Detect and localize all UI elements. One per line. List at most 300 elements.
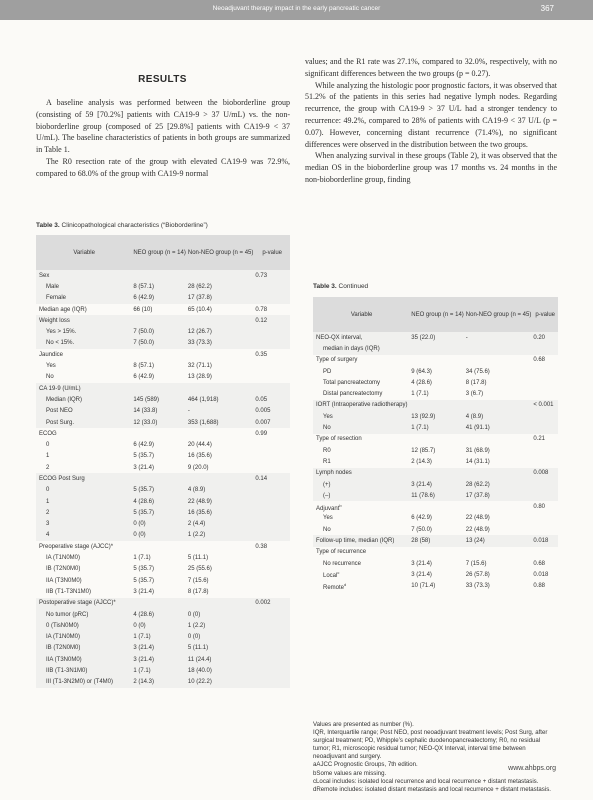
row-label: Remote$^d$	[323, 581, 347, 591]
neo-group-cell: 2 (14.3)	[132, 677, 187, 688]
running-header	[0, 0, 593, 20]
row-label: PD	[323, 368, 332, 375]
table-row	[36, 473, 290, 484]
p-value-cell	[254, 293, 290, 304]
non-neo-group-cell: 17 (37.8)	[465, 490, 533, 501]
column-header: NEO group (n = 14)	[410, 297, 465, 332]
non-neo-group-cell: 20 (44.4)	[187, 442, 212, 449]
p-value-cell	[254, 575, 290, 586]
row-label: IB (T2N0M0)	[46, 566, 81, 573]
non-neo-group-cell: 41 (91.1)	[465, 422, 533, 433]
p-value-cell: 0.78	[255, 306, 268, 313]
row-label: Type of surgery	[316, 357, 358, 364]
non-neo-group-cell	[187, 349, 255, 360]
non-neo-group-cell: 32 (71.1)	[187, 363, 212, 370]
table-row	[36, 530, 290, 541]
non-neo-group-cell: 16 (35.6)	[187, 507, 255, 518]
p-value-cell	[532, 445, 558, 456]
p-value-cell: 0.20	[532, 332, 558, 343]
column-header: Non-NEO group (n = 45)	[187, 235, 255, 270]
non-neo-group-cell: 9 (20.0)	[187, 464, 209, 471]
neo-group-cell	[410, 400, 465, 411]
table-note: dRemote includes: isolated distant metastasis and local recurrence + distant metastasis.	[313, 785, 551, 793]
p-value-cell: 0.05	[254, 394, 290, 405]
p-value-cell: 0.38	[255, 543, 268, 550]
non-neo-group-cell: 28 (62.2)	[187, 281, 255, 292]
p-value-cell	[254, 519, 290, 530]
non-neo-group-cell	[187, 383, 255, 394]
row-label: Yes	[46, 363, 56, 370]
row-label: CA 19-9 (U/mL)	[36, 383, 132, 394]
table-row	[36, 315, 290, 326]
neo-group-cell: 5 (35.7)	[133, 577, 155, 584]
row-label: IIA (T3N0M0)	[36, 654, 132, 665]
row-label: IIB (T1-T3N1M0)	[46, 588, 92, 595]
row-label: 1	[46, 453, 50, 460]
table-row	[313, 445, 558, 456]
paragraph: A baseline analysis was performed between the bioborderline group (consisting of 59 [70.2%] patients with CA19-9 > 37 U/mL) vs. the non-bioborderline group (composed of 25 [29.8%] patients with CA19-9 < 37 U/mL). The baseline characteristics of patients in both groups are summarized in Table 1.	[36, 98, 290, 155]
non-neo-group-cell	[465, 434, 533, 445]
table-caption: Table 3. Clinicopathological characteristics (“Bioborderline”)	[36, 222, 208, 229]
p-value-cell	[532, 377, 558, 388]
neo-group-cell: 12 (85.7)	[411, 447, 436, 454]
row-label: R1	[323, 458, 331, 465]
p-value-cell	[532, 456, 558, 467]
neo-group-cell: 8 (57.1)	[132, 281, 187, 292]
neo-group-cell: 7 (50.0)	[411, 526, 432, 533]
table-row	[313, 501, 558, 512]
table-row	[36, 519, 290, 530]
table-row	[313, 332, 558, 343]
table-row	[36, 338, 290, 349]
paragraph: The R0 resection rate of the group with elevated CA19-9 was 72.9%, compared to 68.0% of the group with CA19-9 normal	[36, 156, 290, 178]
p-value-cell: 0.68	[533, 560, 545, 567]
p-value-cell	[532, 524, 558, 535]
paragraph: When analyzing survival in these groups (Table 2), it was observed that the median OS in the bioborderline group was 17 months vs. 24 months in the non-bioborderline group, finding	[305, 151, 557, 184]
row-label: IA (T1N0M0)	[46, 555, 81, 562]
row-label: Postoperative stage (AJCC)*	[36, 598, 132, 609]
row-label: 3	[36, 519, 132, 530]
neo-group-cell: 145 (589)	[132, 394, 187, 405]
non-neo-group-cell	[465, 501, 533, 512]
neo-group-cell	[132, 473, 187, 484]
row-label: Jaundice	[39, 351, 64, 358]
p-value-cell: 0.018	[533, 571, 549, 578]
row-label: No	[323, 526, 331, 533]
table-row	[36, 428, 290, 439]
table-row	[36, 462, 290, 473]
p-value-cell	[254, 383, 290, 394]
table-row	[313, 422, 558, 433]
non-neo-group-cell: 7 (15.6)	[465, 560, 487, 567]
neo-group-cell: 35 (22.0)	[410, 332, 465, 343]
neo-group-cell: 6 (42.9)	[133, 442, 155, 449]
neo-group-cell	[132, 315, 187, 326]
row-label: ECOG	[39, 430, 57, 437]
neo-group-cell: 66 (10)	[133, 306, 153, 313]
neo-group-cell: 3 (21.4)	[411, 571, 432, 578]
journal-url: www.ahbps.org	[508, 765, 556, 772]
column-header: NEO group (n = 14)	[132, 235, 187, 270]
neo-group-cell: 0 (0)	[132, 620, 187, 631]
p-value-cell	[532, 343, 558, 354]
neo-group-cell: 2 (14.3)	[411, 458, 432, 465]
p-value-cell: 0.018	[532, 535, 558, 546]
table-row	[36, 439, 290, 450]
neo-group-cell	[132, 541, 187, 552]
table-row	[313, 513, 558, 524]
table-row	[36, 632, 290, 643]
table-row	[313, 569, 558, 580]
neo-group-cell	[132, 383, 187, 394]
non-neo-group-cell: 26 (57.8)	[465, 571, 490, 578]
row-label: IB (T2N0M0)	[36, 643, 132, 654]
p-value-cell	[254, 360, 290, 371]
non-neo-group-cell	[465, 343, 533, 354]
non-neo-group-cell: 0 (0)	[187, 632, 255, 643]
row-label: 0 (TisN0M0)	[36, 620, 132, 631]
neo-group-cell: 10 (71.4)	[411, 583, 436, 590]
neo-group-cell: 3 (21.4)	[132, 643, 187, 654]
p-value-cell: 0.007	[254, 417, 290, 428]
neo-group-cell: 9 (64.3)	[411, 368, 432, 375]
table-row	[313, 558, 558, 569]
table-row	[313, 343, 558, 354]
row-label: Local$^c$	[323, 570, 340, 580]
neo-group-cell: 6 (42.9)	[132, 293, 187, 304]
non-neo-group-cell: 353 (1,688)	[187, 417, 255, 428]
row-label: Lymph nodes	[313, 468, 410, 479]
table-row	[36, 552, 290, 563]
neo-group-cell: 13 (92.9)	[410, 411, 465, 422]
p-value-cell: < 0.001	[532, 400, 558, 411]
neo-group-cell	[410, 501, 465, 512]
non-neo-group-cell: 4 (8.9)	[465, 411, 533, 422]
row-label: Follow-up time, median (IQR)	[313, 535, 410, 546]
neo-group-cell: 3 (21.4)	[410, 479, 465, 490]
p-value-cell	[254, 530, 290, 541]
table-row	[36, 564, 290, 575]
table-caption: Table 3. Continued	[313, 283, 369, 290]
table-row	[36, 360, 290, 371]
non-neo-group-cell: 5 (11.1)	[187, 643, 255, 654]
p-value-cell: 0.73	[254, 270, 290, 281]
p-value-cell	[532, 411, 558, 422]
non-neo-group-cell	[187, 473, 255, 484]
table-row	[36, 620, 290, 631]
non-neo-group-cell: 4 (8.9)	[187, 485, 255, 496]
row-label: median in days (IQR)	[313, 343, 410, 354]
table-row	[36, 485, 290, 496]
non-neo-group-cell	[187, 315, 255, 326]
row-label: 2	[46, 464, 50, 471]
row-label: Median (IQR)	[36, 394, 132, 405]
table-row	[36, 394, 290, 405]
non-neo-group-cell: 10 (22.2)	[187, 677, 255, 688]
neo-group-cell	[410, 547, 465, 558]
neo-group-cell	[132, 349, 187, 360]
neo-group-cell: 28 (58)	[410, 535, 465, 546]
neo-group-cell: 6 (42.9)	[411, 515, 432, 522]
non-neo-group-cell: 28 (62.2)	[465, 479, 533, 490]
p-value-cell	[532, 366, 558, 377]
neo-group-cell: 3 (21.4)	[133, 464, 155, 471]
non-neo-group-cell: 3 (6.7)	[465, 391, 484, 398]
neo-group-cell: 6 (42.9)	[133, 374, 155, 381]
neo-group-cell: 1 (7.1)	[410, 422, 465, 433]
row-label: (+)	[313, 479, 410, 490]
column-header: p-value	[532, 297, 558, 332]
table-note: bSome values are missing.	[313, 769, 387, 777]
table-row	[36, 609, 290, 620]
neo-group-cell: 0 (0)	[132, 530, 187, 541]
neo-group-cell: 1 (7.1)	[411, 391, 429, 398]
table-row	[36, 372, 290, 383]
non-neo-group-cell	[465, 547, 533, 558]
table-row	[313, 490, 558, 501]
row-label: Male	[36, 281, 132, 292]
table-row	[36, 643, 290, 654]
p-value-cell	[532, 547, 558, 558]
non-neo-group-cell: 5 (11.1)	[187, 555, 209, 562]
p-value-cell	[254, 564, 290, 575]
non-neo-group-cell	[187, 598, 255, 609]
footnote-marker: b	[339, 502, 342, 508]
non-neo-group-cell	[187, 541, 255, 552]
table-row	[313, 524, 558, 535]
table-row	[36, 598, 290, 609]
table-row	[36, 586, 290, 597]
table-row	[36, 349, 290, 360]
p-value-cell: 0.005	[254, 406, 290, 417]
non-neo-group-cell	[187, 428, 255, 439]
row-label: Median age (IQR)	[39, 306, 87, 313]
paragraph: values; and the R1 rate was 27.1%, compared to 32.0%, respectively, with no significant differences between the two groups (p = 0.27).	[305, 57, 557, 78]
table-note: IQR, Interquartile range; Post NEO, post neoadjuvant treatment levels; Post Surg, after surgical treatment; PD, Whipple’s cephalic duodenopancreatectomy; R0, no residual tumor; R1, microscopic residual tumor; NEO-QX Interval, interval time between neoadjuvant and surgery.	[313, 729, 548, 761]
neo-group-cell	[410, 343, 465, 354]
table-note: aAJCC Prognostic Groups, 7th edition.	[313, 761, 418, 769]
neo-group-cell: 5 (35.7)	[132, 485, 187, 496]
row-label: No recurrence	[323, 560, 362, 567]
table-note: cLocal includes: isolated local recurrence and local recurrence + distant metastasis.	[313, 777, 539, 785]
table-row	[36, 654, 290, 665]
table-row	[36, 326, 290, 337]
row-label: Type of recurrence	[316, 549, 367, 556]
row-label: (–)	[313, 490, 410, 501]
non-neo-group-cell: 65 (10.4)	[187, 306, 212, 313]
running-title: Neoadjuvant therapy impact in the early pancreatic cancer	[212, 5, 381, 12]
row-label: III (T1-3N2M0) or (T4M0)	[36, 677, 132, 688]
non-neo-group-cell: 22 (48.9)	[465, 515, 490, 522]
p-value-cell	[254, 552, 290, 563]
row-label: Total pancreatectomy	[323, 379, 381, 386]
p-value-cell	[254, 654, 290, 665]
neo-group-cell: 3 (21.4)	[411, 560, 432, 567]
non-neo-group-cell: 7 (15.6)	[187, 577, 209, 584]
p-value-cell	[254, 620, 290, 631]
neo-group-cell: 0 (0)	[132, 519, 187, 530]
row-label: Post Surg.	[36, 417, 132, 428]
row-label: IIA (T3N0M0)	[46, 577, 82, 584]
neo-group-cell: 12 (33.0)	[132, 417, 187, 428]
non-neo-group-cell: 22 (48.9)	[465, 526, 490, 533]
table-row	[313, 479, 558, 490]
column-header: Non-NEO group (n = 45)	[465, 297, 533, 332]
non-neo-group-cell: 31 (68.9)	[465, 447, 490, 454]
row-label: R0	[323, 447, 331, 454]
p-value-cell	[254, 462, 290, 473]
column-header: Variable	[36, 235, 132, 270]
row-label: Distal pancreatectomy	[323, 391, 383, 398]
p-value-cell	[254, 485, 290, 496]
neo-group-cell: 5 (35.7)	[133, 453, 155, 460]
row-label: No < 15%.	[36, 338, 132, 349]
non-neo-group-cell: 1 (2.2)	[187, 530, 255, 541]
non-neo-group-cell: 17 (37.8)	[187, 293, 255, 304]
table-notes	[313, 721, 558, 794]
non-neo-group-cell	[465, 355, 533, 366]
non-neo-group-cell: 464 (1,918)	[187, 394, 255, 405]
p-value-cell	[254, 507, 290, 518]
footnote-marker: c	[337, 570, 340, 576]
table-row	[36, 677, 290, 688]
section-title: RESULTS	[138, 74, 187, 85]
p-value-cell	[254, 609, 290, 620]
p-value-cell: 0.68	[533, 357, 545, 364]
table-row	[36, 496, 290, 507]
table-row	[313, 366, 558, 377]
right-text-column	[305, 56, 557, 186]
non-neo-group-cell: 12 (26.7)	[187, 326, 255, 337]
row-label: Yes > 15%.	[36, 326, 132, 337]
row-label: IA (T1N0M0)	[36, 632, 132, 643]
table-row	[36, 417, 290, 428]
table-row	[313, 411, 558, 422]
p-value-cell: 0.21	[533, 436, 545, 443]
row-label: 2	[36, 507, 132, 518]
p-value-cell	[254, 338, 290, 349]
row-label: Adjuvant$^b$	[316, 502, 342, 512]
neo-group-cell: 5 (35.7)	[132, 507, 187, 518]
neo-group-cell: 8 (57.1)	[133, 363, 155, 370]
p-value-cell	[532, 388, 558, 399]
table-row	[313, 456, 558, 467]
non-neo-group-cell: 13 (28.9)	[187, 374, 212, 381]
table-row	[313, 377, 558, 388]
p-value-cell	[254, 326, 290, 337]
p-value-cell	[254, 496, 290, 507]
neo-group-cell: 7 (50.0)	[132, 326, 187, 337]
p-value-cell	[254, 586, 290, 597]
row-label: 0	[36, 485, 132, 496]
row-label: 0	[46, 442, 50, 449]
table-row	[313, 547, 558, 558]
footnote-marker: d	[344, 581, 347, 587]
p-value-cell	[254, 281, 290, 292]
non-neo-group-cell: 1 (2.2)	[187, 620, 255, 631]
row-label: No tumor (pRC)	[36, 609, 132, 620]
p-value-cell	[254, 439, 290, 450]
p-value-cell: 0.12	[254, 315, 290, 326]
table-row	[313, 355, 558, 366]
p-value-cell	[532, 513, 558, 524]
non-neo-group-cell	[187, 270, 255, 281]
non-neo-group-cell: 25 (55.6)	[187, 566, 212, 573]
table-note: Values are presented as number (%).	[313, 721, 414, 728]
row-label: Post NEO	[36, 406, 132, 417]
p-value-cell	[254, 632, 290, 643]
non-neo-group-cell: 8 (17.8)	[465, 379, 487, 386]
row-label: Yes	[323, 515, 333, 522]
p-value-cell: 0.88	[533, 583, 545, 590]
table-row	[36, 383, 290, 394]
p-value-cell	[254, 372, 290, 383]
paragraph: While analyzing the histologic poor prognostic factors, it was observed that 51.2% of the patients in this series had negative lymph nodes. Regarding recurrence, the group with CA19-9 > 37 U/L had a stronger tendency to recurrence: 49.2%, compared to 28% of patients with CA19-9 < 37 U/L (p = 0.07). However, concerning distant recurrence (71.4%), no significant differences were observed in the distribution between the two groups.	[305, 80, 557, 149]
row-label: 4	[36, 530, 132, 541]
p-value-cell: 0.14	[254, 473, 290, 484]
non-neo-group-cell: -	[465, 332, 533, 343]
non-neo-group-cell: 34 (75.6)	[465, 368, 490, 375]
p-value-cell: 0.008	[532, 468, 558, 479]
neo-group-cell: 4 (28.6)	[411, 379, 432, 386]
neo-group-cell	[410, 468, 465, 479]
table-row	[313, 468, 558, 479]
neo-group-cell: 1 (7.1)	[133, 555, 151, 562]
row-label: ECOG Post Surg	[36, 473, 132, 484]
row-label: Sex	[36, 270, 132, 281]
clinicopathological-table-continued	[313, 297, 558, 592]
non-neo-group-cell: 11 (24.4)	[187, 654, 255, 665]
neo-group-cell: 5 (35.7)	[133, 566, 155, 573]
left-text-column	[36, 97, 290, 180]
p-value-cell: 0.99	[255, 430, 268, 437]
row-label: Preoperative stage (AJCC)*	[39, 543, 114, 550]
row-label: Weight loss	[36, 315, 132, 326]
row-label: Type of resection	[316, 436, 362, 443]
row-label: NEO-QX interval,	[313, 332, 410, 343]
p-value-cell	[532, 490, 558, 501]
column-header: Variable	[313, 297, 410, 332]
neo-group-cell	[132, 598, 187, 609]
neo-group-cell: 3 (21.4)	[133, 588, 155, 595]
p-value-cell	[254, 665, 290, 676]
p-value-cell	[254, 643, 290, 654]
table-row	[313, 388, 558, 399]
non-neo-group-cell: 0 (0)	[187, 609, 255, 620]
neo-group-cell	[410, 434, 465, 445]
p-value-cell	[532, 479, 558, 490]
neo-group-cell	[132, 428, 187, 439]
table-row	[36, 575, 290, 586]
table-row	[36, 304, 290, 315]
column-header: p-value	[254, 235, 290, 270]
table-row	[313, 535, 558, 546]
neo-group-cell: 1 (7.1)	[132, 665, 187, 676]
clinicopathological-table	[36, 235, 290, 688]
non-neo-group-cell: 14 (31.1)	[465, 458, 490, 465]
non-neo-group-cell: 16 (35.6)	[187, 453, 212, 460]
neo-group-cell: 1 (7.1)	[132, 632, 187, 643]
page-number: 367	[540, 4, 554, 13]
neo-group-cell: 3 (21.4)	[132, 654, 187, 665]
table-row	[36, 507, 290, 518]
neo-group-cell	[410, 355, 465, 366]
non-neo-group-cell: 13 (24)	[465, 535, 533, 546]
row-label: IORT (Intraoperative radiotherapy)	[313, 400, 410, 411]
non-neo-group-cell: 33 (73.3)	[187, 338, 255, 349]
non-neo-group-cell	[465, 468, 533, 479]
table-row	[313, 581, 558, 592]
